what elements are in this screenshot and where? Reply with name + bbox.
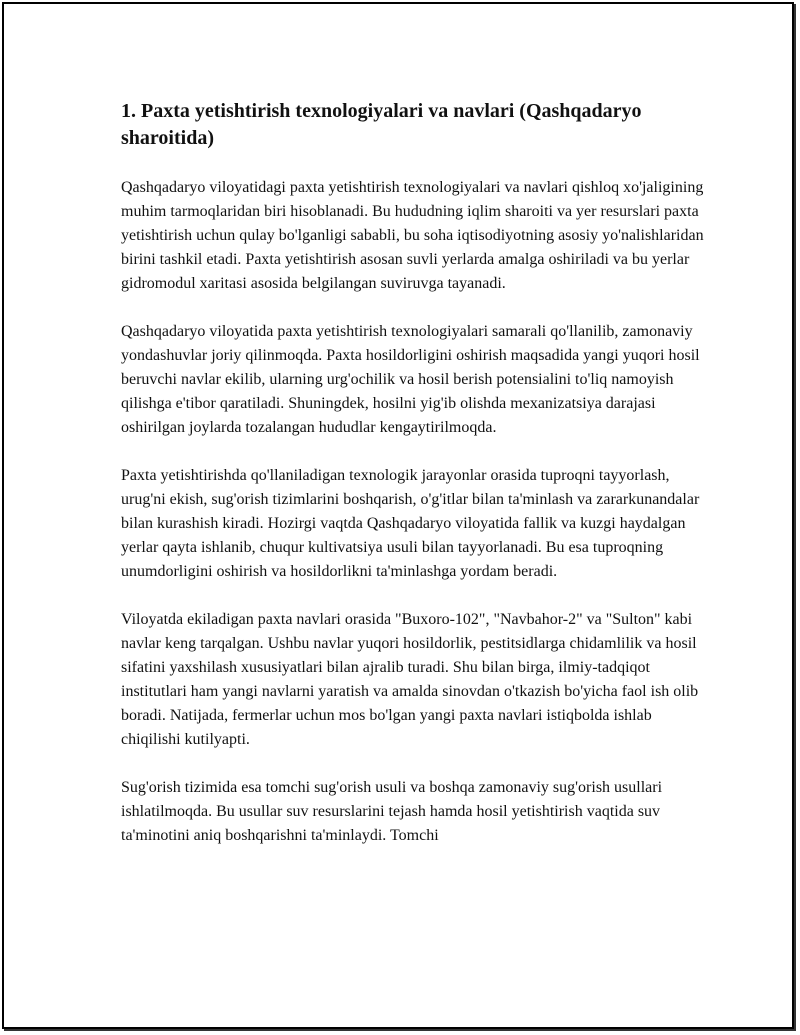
paragraph-1: Qashqadaryo viloyatidagi paxta yetishtirish texnologiyalari va navlari qishloq xo'jaligining muhim tarmoqlaridan biri hisoblanadi. Bu hududning iqlim sharoiti va yer resurslari paxta yetishtirish uchun qulay bo'lganligi sababli, bu soha iqtisodiyotning asosiy yo'nalishlaridan birini tashkil etadi. Paxta yetishtirish asosan suvli yerlarda amalga oshiriladi va bu yerlar gidromodul xaritasi asosida belgilangan suviruvga tayanadi.: [121, 179, 704, 292]
document-page: [2, 2, 794, 1029]
section-heading: 1. Paxta yetishtirish texnologiyalari va navlari (Qashqadaryo sharoitida): [121, 100, 642, 149]
paragraph-2: Qashqadaryo viloyatida paxta yetishtirish texnologiyalari samarali qo'llanilib, zamonaviy yondashuvlar joriy qilinmoqda. Paxta hosildorligini oshirish maqsadida yangi yuqori hosil beruvchi navlar ekilib, ularning urg'ochilik va hosil berish potensialini to'liq namoyish qilishga e'tibor qaratiladi. Shuningdek, hosilni yig'ib olishda mexanizatsiya darajasi oshirilgan joylarda tozalangan hududlar kengaytirilmoqda.: [121, 323, 700, 436]
paragraph-5: Sug'orish tizimida esa tomchi sug'orish usuli va boshqa zamonaviy sug'orish usullari ishlatilmoqda. Bu usullar suv resurslarini tejash hamda hosil yetishtirish vaqtida suv ta'minotini aniq boshqarishni ta'minlaydi. Tomchi: [121, 779, 663, 844]
paragraph-3: Paxta yetishtirishda qo'llaniladigan texnologik jarayonlar orasida tuproqni tayyorlash, urug'ni ekish, sug'orish tizimlarini boshqarish, o'g'itlar bilan ta'minlash va zararkunandalar bilan kurashish kiradi. Hozirgi vaqtda Qashqadaryo viloyatida fallik va kuzgi haydalgan yerlar qayta ishlanib, chuqur kultivatsiya usuli bilan tayyorlanadi. Bu esa tuproqning unumdorligini oshirish va hosildorlikni ta'minlashga yordam beradi.: [121, 467, 700, 580]
paragraph-4: Viloyatda ekiladigan paxta navlari orasida "Buxoro-102", "Navbahor-2" va "Sulton" kabi navlar keng tarqalgan. Ushbu navlar yuqori hosildorlik, pestitsidlarga chidamlilik va hosil sifatini yaxshilash xususiyatlari bilan ajralib turadi. Shu bilan birga, ilmiy-tadqiqot institutlari ham yangi navlarni yaratish va amalda sinovdan o'tkazish bo'yicha faol ish olib boradi. Natijada, fermerlar uchun mos bo'lgan yangi paxta navlari istiqbolda ishlab chiqilishi kutilyapti.: [121, 611, 699, 748]
document-body: [121, 98, 706, 872]
